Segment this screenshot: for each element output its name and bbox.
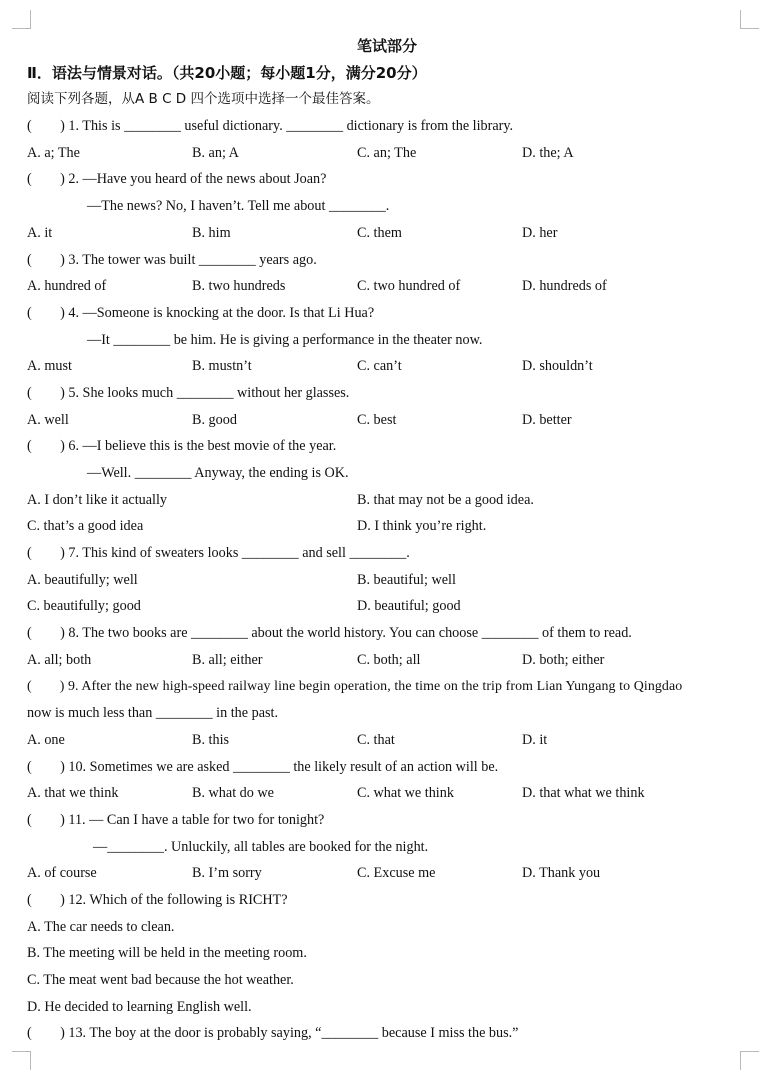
option-a: A. all; both — [27, 651, 92, 668]
option-c: C. them — [357, 224, 402, 241]
question-5-options — [27, 407, 747, 434]
question-9: ( ) 9. After the new high-speed railway line begin operation, the time on the trip from Lian Yungang to Qingdao — [27, 678, 683, 694]
exam-page — [27, 33, 747, 1047]
question-10: ( ) 10. Sometimes we are asked ________ the likely result of an action will be. — [27, 758, 499, 775]
question-6: ( ) 6. —I believe this is the best movie of the year. — [27, 438, 337, 455]
option-b: B. The meeting will be held in the meeting room. — [27, 945, 307, 962]
option-c: C. beautifully; good — [27, 598, 141, 615]
option-b: B. an; A — [192, 144, 239, 161]
option-a: A. it — [27, 224, 53, 241]
corner-mark-bottom-right — [740, 1051, 759, 1070]
option-b: B. mustn’t — [192, 358, 252, 375]
question-6-options-row-2 — [27, 513, 747, 540]
option-c: C. Excuse me — [357, 865, 436, 882]
question-2-options — [27, 220, 747, 247]
option-b: B. I’m sorry — [192, 865, 262, 882]
question-5: ( ) 5. She looks much ________ without her glasses. — [27, 384, 350, 401]
instructions: 阅读下列各题，从A B C D 四个选项中选择一个最佳答案。 — [27, 91, 380, 108]
option-d: D. it — [522, 731, 548, 748]
corner-mark-top-left — [12, 10, 31, 29]
question-6-options-row-1 — [27, 487, 747, 514]
question-7: ( ) 7. This kind of sweaters looks ________ and sell ________. — [27, 545, 410, 562]
option-a: A. I don’t like it actually — [27, 491, 168, 508]
question-4-options — [27, 353, 747, 380]
option-d: D. that what we think — [522, 785, 645, 802]
question-8-options — [27, 647, 747, 674]
question-3-options — [27, 273, 747, 300]
option-a: A. one — [27, 731, 65, 748]
option-d: D. her — [522, 224, 558, 241]
option-c: C. both; all — [357, 651, 421, 668]
page-title: 笔试部分 — [356, 37, 417, 55]
question-11-reply: —________. Unluckily, all tables are booked for the night. — [93, 838, 429, 855]
option-c: C. The meat went bad because the hot weather. — [27, 972, 294, 989]
question-4-reply: —It ________ be him. He is giving a performance in the theater now. — [87, 331, 483, 348]
option-b: B. good — [192, 411, 237, 428]
option-b: B. that may not be a good idea. — [357, 491, 534, 508]
question-2: ( ) 2. —Have you heard of the news about Joan? — [27, 171, 327, 188]
option-a: A. a; The — [27, 144, 80, 161]
question-3: ( ) 3. The tower was built ________ years ago. — [27, 251, 317, 268]
option-d: D. better — [522, 411, 572, 428]
option-a: A. that we think — [27, 785, 119, 802]
option-d: D. Thank you — [522, 865, 601, 882]
question-7-options-row-2 — [27, 593, 747, 620]
option-b: B. beautiful; well — [357, 571, 456, 588]
option-d: D. He decided to learning English well. — [27, 998, 252, 1015]
option-b: B. what do we — [192, 785, 274, 802]
corner-mark-bottom-left — [12, 1051, 31, 1070]
question-1-options — [27, 140, 747, 167]
option-c: C. that — [357, 731, 395, 748]
option-c: C. what we think — [357, 785, 454, 802]
corner-mark-top-right — [740, 10, 759, 29]
option-a: A. of course — [27, 865, 97, 882]
option-d: D. the; A — [522, 144, 574, 161]
question-8: ( ) 8. The two books are ________ about the world history. You can choose ________ of them to read. — [27, 625, 632, 642]
option-a: A. beautifully; well — [27, 571, 138, 588]
question-9-continued: now is much less than ________ in the past. — [27, 705, 279, 722]
option-a: A. well — [27, 411, 69, 428]
option-a: A. The car needs to clean. — [27, 918, 175, 935]
section-heading: Ⅱ．语法与情景对话。（共20小题；每小题1分，满分20分） — [27, 63, 427, 82]
question-2-reply: —The news? No, I haven’t. Tell me about ________. — [87, 198, 390, 215]
option-d: D. I think you’re right. — [357, 518, 487, 535]
option-a: A. must — [27, 358, 72, 375]
option-a: A. hundred of — [27, 278, 107, 295]
option-d: D. hundreds of — [522, 278, 607, 295]
option-b: B. him — [192, 224, 231, 241]
option-c: C. two hundred of — [357, 278, 461, 295]
option-d: D. both; either — [522, 651, 605, 668]
question-7-options-row-1 — [27, 567, 747, 594]
option-d: D. beautiful; good — [357, 598, 461, 615]
option-b: B. all; either — [192, 651, 263, 668]
question-4: ( ) 4. —Someone is knocking at the door. Is that Li Hua? — [27, 304, 375, 321]
question-11: ( ) 11. — Can I have a table for two for tonight? — [27, 811, 325, 828]
question-12: ( ) 12. Which of the following is RICHT? — [27, 892, 288, 908]
option-d: D. shouldn’t — [522, 358, 593, 375]
question-9-options — [27, 727, 747, 754]
question-1: ( ) 1. This is ________ useful dictionary. ________ dictionary is from the library. — [27, 118, 514, 135]
option-b: B. two hundreds — [192, 278, 286, 295]
question-13: ( ) 13. The boy at the door is probably saying, “________ because I miss the bus.” — [27, 1025, 519, 1042]
option-c: C. an; The — [357, 144, 417, 161]
question-11-options — [27, 860, 747, 887]
option-c: C. can’t — [357, 358, 402, 375]
question-10-options — [27, 780, 747, 807]
option-b: B. this — [192, 731, 230, 748]
option-c: C. that’s a good idea — [27, 518, 144, 535]
question-6-reply: —Well. ________ Anyway, the ending is OK. — [87, 465, 349, 481]
option-c: C. best — [357, 411, 397, 428]
